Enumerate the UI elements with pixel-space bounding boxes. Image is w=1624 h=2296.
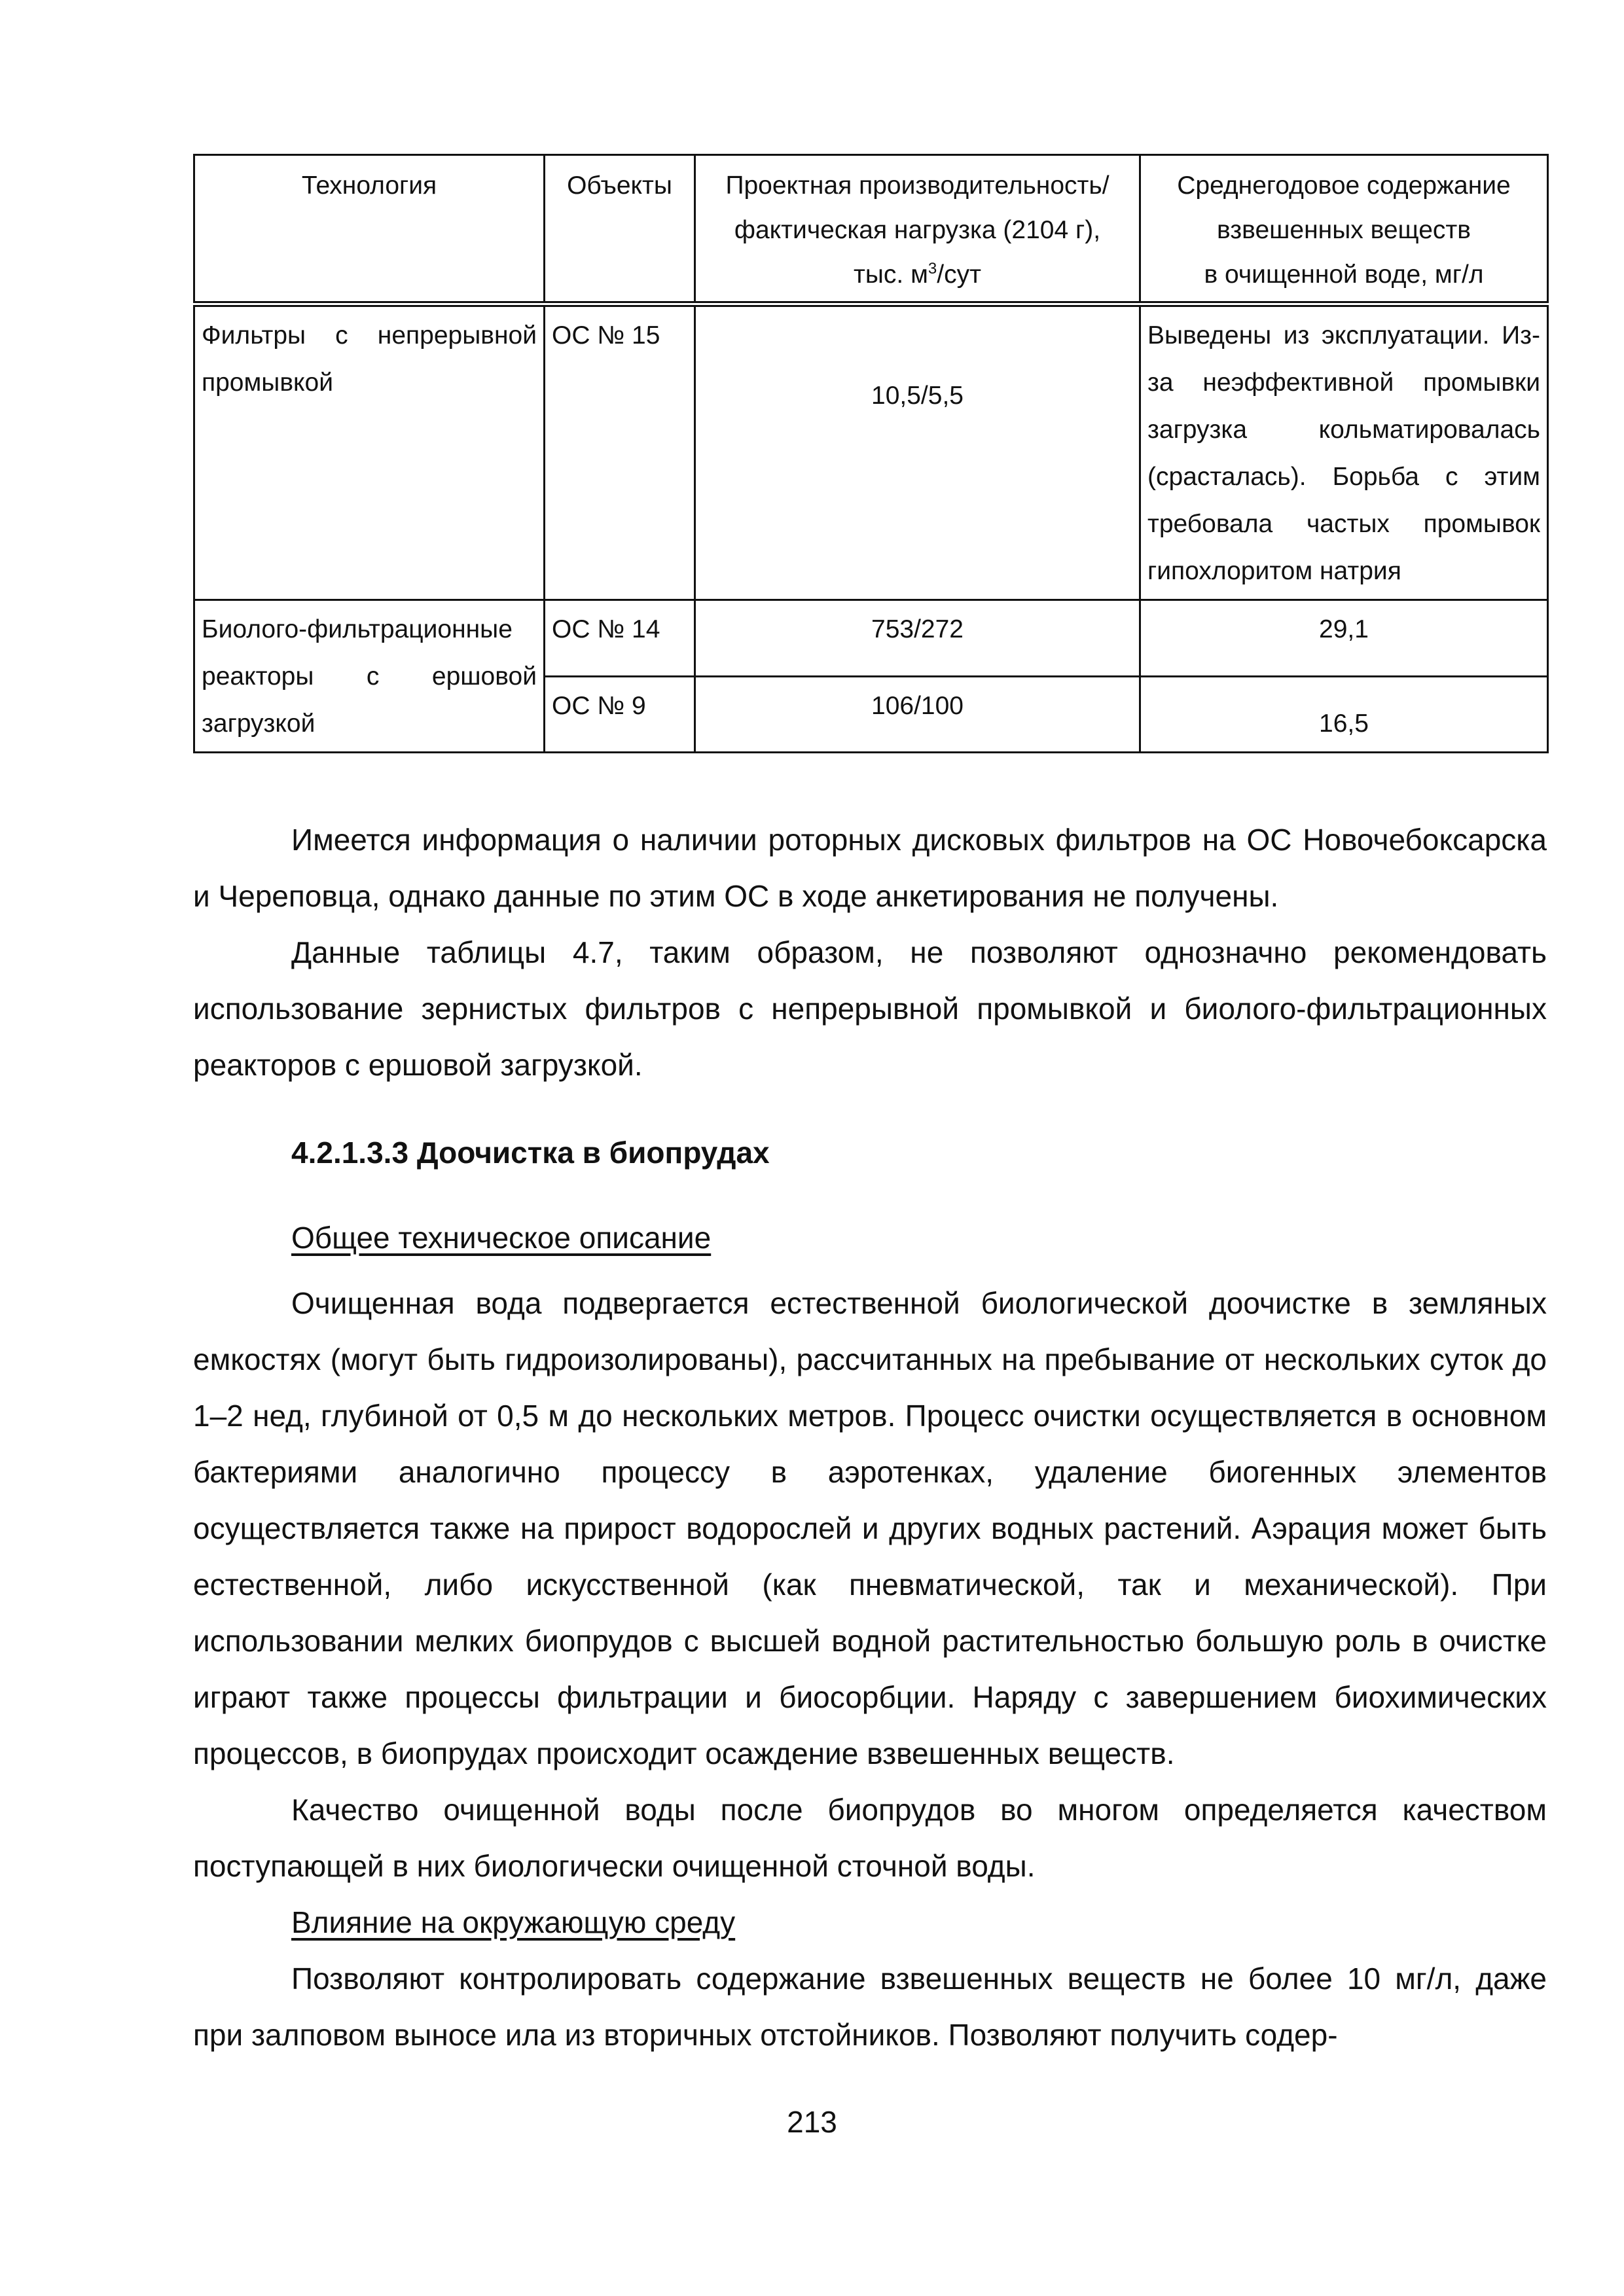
header-capacity-line2: фактическая нагрузка (2104 г), xyxy=(734,216,1101,244)
cell-object: ОС № 14 xyxy=(545,600,695,677)
paragraph: Позволяют контролировать содержание взвешенных веществ не более 10 мг/л, даже при залповом выносе ила из вторичных отстойников. Позволяют получить содер- xyxy=(193,1962,1547,2052)
cell-suspended: 29,1 xyxy=(1140,600,1548,677)
header-capacity-line1: Проектная производительность/ xyxy=(725,171,1110,200)
paragraph: Качество очищенной воды после биопрудов во многом определяется качеством поступающей в них биологически очищенной сточной воды. xyxy=(193,1793,1547,1883)
paragraph: Очищенная вода подвергается естественной биологической доочистке в земляных емкостях (могут быть гидроизолированы), рассчитанных на пребывание от нескольких суток до 1–2 нед, глубиной от 0,5 м до нескольких метров. Процесс очистки осуществляется в основном бактериями аналогично процессу в аэротенках, удаление биогенных элементов осуществляется также на прирост водорослей и других водных растений. Аэрация может быть естественной, либо искусственной (как пневматической, так и механической). При использовании мелких биопрудов с высшей водной растительностью большую роль в очистке играют также процессы фильтрации и биосорбции. Наряду с завершением биохимических процессов, в биопрудах происходит осаждение взвешенных веществ. xyxy=(193,1286,1547,1770)
table-row xyxy=(194,304,1548,600)
header-suspended-line1: Среднегодовое содержание xyxy=(1177,171,1511,200)
section-heading: 4.2.1.3.3 Доочистка в биопрудах xyxy=(291,1136,770,1170)
cell-technology: Биолого-фильтрационные реакторы с ершовой загрузкой xyxy=(194,600,545,753)
table-row xyxy=(194,600,1548,677)
section-heading-block xyxy=(193,1124,1547,1181)
cell-object: ОС № 15 xyxy=(545,304,695,600)
paragraph: Имеется информация о наличии роторных дисковых фильтров на ОС Новочебоксарска и Череповца, однако данные по этим ОС в ходе анкетирования не получены. xyxy=(193,823,1547,913)
cell-capacity: 106/100 xyxy=(695,676,1140,753)
page-number: 213 xyxy=(787,2105,837,2139)
data-table xyxy=(193,154,1549,753)
subheading-description: Общее техническое описание xyxy=(291,1221,712,1255)
cell-suspended: Выведены из эксплуатации. Из-за неэффективной промывки загрузка кольматировалась (срасталась). Борьба с этим требовала частых промывок гипохлоритом натрия xyxy=(1140,304,1548,600)
cell-technology: Фильтры с непрерывной промывкой xyxy=(194,304,545,600)
paragraph: Данные таблицы 4.7, таким образом, не позволяют однозначно рекомендовать использование зернистых фильтров с непрерывной промывкой и биолого-фильтрационных реакторов с ершовой загрузкой. xyxy=(193,935,1547,1082)
body-text-main xyxy=(193,1210,1547,2063)
cell-capacity: 10,5/5,5 xyxy=(695,304,1140,600)
header-suspended-line2: взвешенных веществ xyxy=(1217,216,1471,244)
cell-capacity: 753/272 xyxy=(695,600,1140,677)
header-capacity xyxy=(695,155,1140,304)
header-objects: Объекты xyxy=(545,155,695,304)
cell-object: ОС № 9 xyxy=(545,676,695,753)
table-header-row xyxy=(194,155,1548,304)
header-technology: Технология xyxy=(194,155,545,304)
body-text-top xyxy=(193,812,1547,1093)
header-suspended-line3: в очищенной воде, мг/л xyxy=(1204,260,1484,289)
subheading-environment: Влияние на окружающую среду xyxy=(291,1905,736,1939)
header-capacity-line3: тыс. $м^3$/сут xyxy=(854,260,981,289)
cell-suspended: 16,5 xyxy=(1140,676,1548,753)
header-suspended-solids xyxy=(1140,155,1548,304)
